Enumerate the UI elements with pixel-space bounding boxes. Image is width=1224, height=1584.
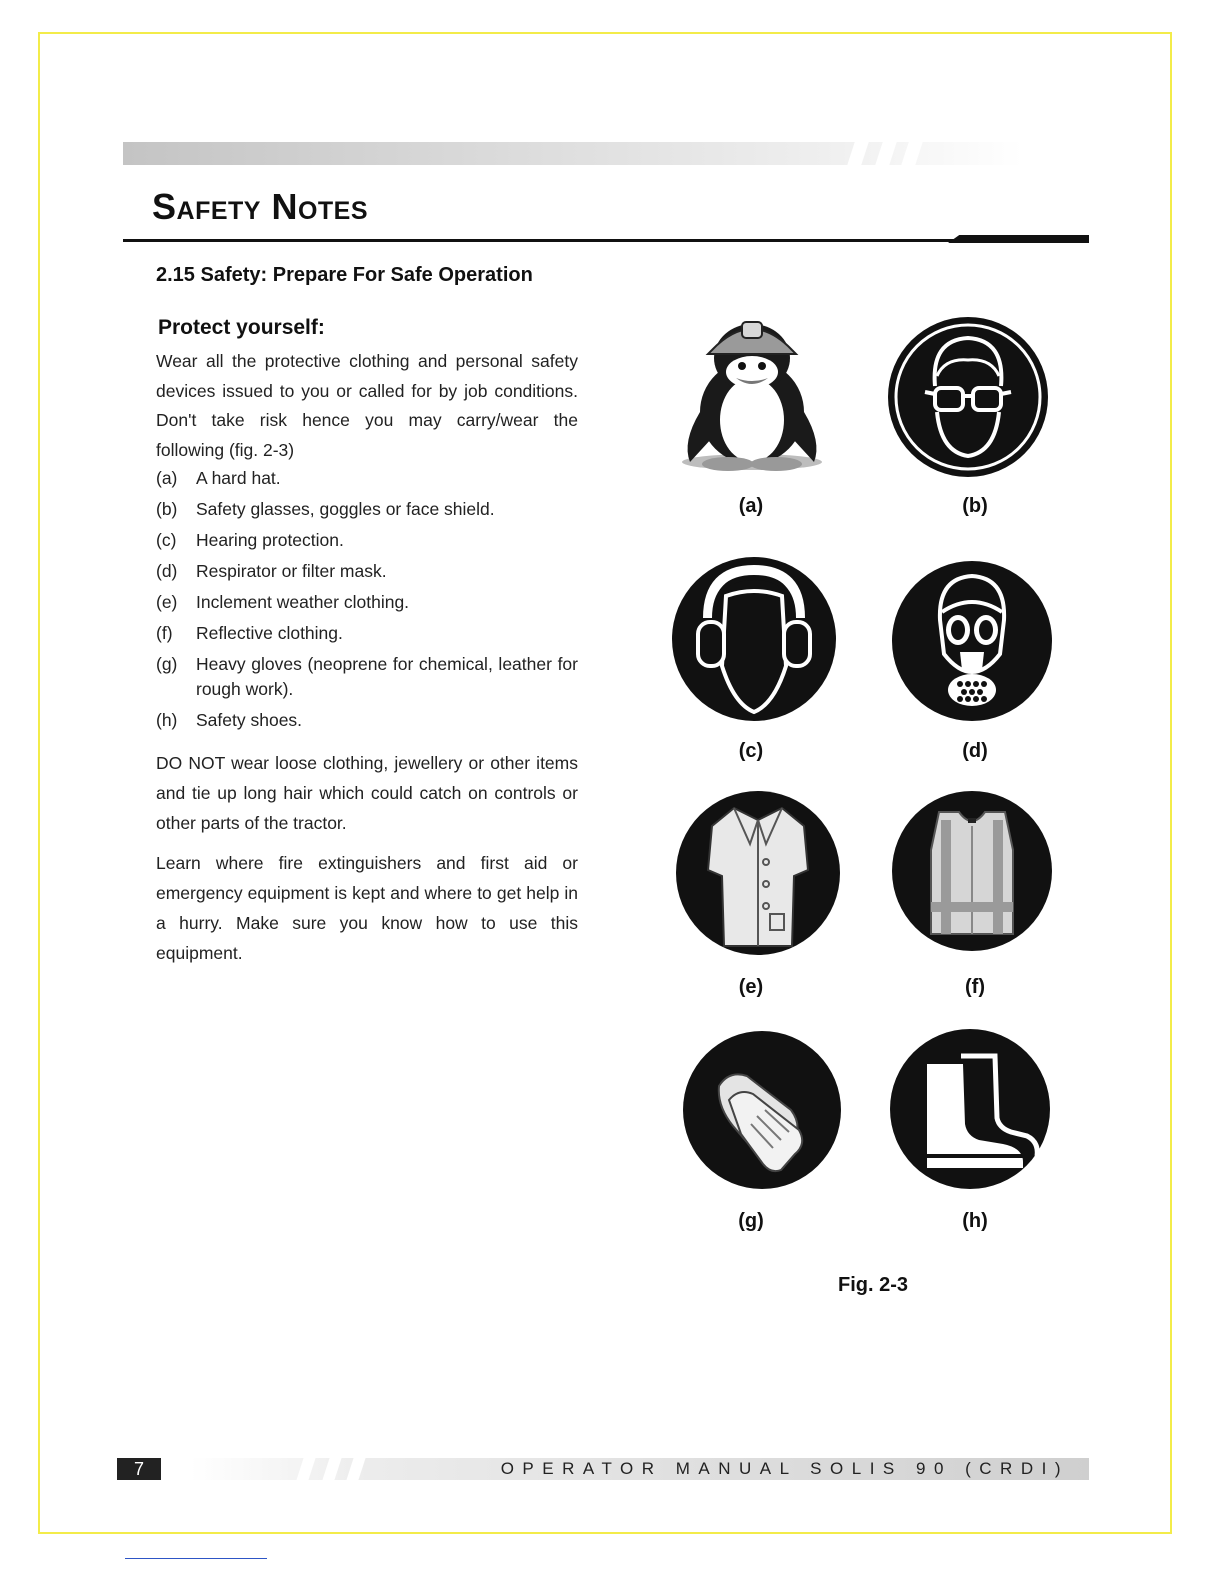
intro-paragraph: Wear all the protective clothing and personal safety devices issued to you or called for by job conditions. Don't take risk hence you may carry/wear the following (fig. 2-3): [156, 351, 578, 460]
list-item: [156, 528, 578, 553]
emergency-equipment-paragraph: Learn where fire extinguishers and first aid or emergency equipment is kept and where to get help in a hurry. Make sure you know how to use this equipment.: [156, 853, 578, 963]
figure-caption-e: (e): [738, 976, 764, 998]
list-item-text: A hard hat.: [196, 468, 281, 488]
respirator-mask-icon: [886, 560, 1058, 722]
footer-band: [190, 1458, 1089, 1480]
bottom-link-underline: [125, 1558, 267, 1559]
figure-caption-b: (b): [962, 495, 988, 517]
list-item-text: Heavy gloves (neoprene for chemical, leather for rough work).: [196, 654, 578, 699]
hard-hat-penguin-icon: [666, 312, 838, 477]
equipment-list: [156, 466, 578, 739]
list-item-letter: (a): [156, 468, 178, 488]
figure-label: Fig. 2-3: [838, 1274, 909, 1296]
safety-boot-icon: [884, 1028, 1056, 1190]
list-item-letter: (d): [156, 561, 178, 581]
list-item-letter: (e): [156, 592, 178, 612]
list-item-letter: (c): [156, 530, 177, 550]
section-heading: 2.15 Safety: Prepare For Safe Operation: [156, 264, 533, 286]
figure-caption-h: (h): [962, 1210, 988, 1232]
list-item: [156, 466, 578, 491]
page-title: Safety Notes: [152, 186, 369, 227]
list-item-letter: (h): [156, 710, 178, 730]
reflective-vest-icon: [886, 790, 1058, 952]
list-item-text: Hearing protection.: [196, 530, 344, 550]
list-item-letter: (f): [156, 623, 173, 643]
loose-clothing-paragraph: DO NOT wear loose clothing, jewellery or other items and tie up long hair which could catch on controls or other parts of the tractor.: [156, 753, 578, 833]
title-rule: [123, 239, 1089, 242]
list-item-text: Inclement weather clothing.: [196, 592, 410, 612]
figure-caption-a: (a): [738, 495, 764, 517]
figure-caption-c: (c): [738, 740, 764, 762]
weather-coat-icon: [672, 790, 844, 956]
ear-muffs-icon: [668, 556, 840, 722]
title-rule-accent: [948, 235, 1089, 243]
figure-caption-f: (f): [965, 976, 985, 998]
list-item: [156, 652, 578, 702]
list-item: [156, 590, 578, 615]
list-item-text: Safety shoes.: [196, 710, 303, 730]
list-item-letter: (g): [156, 654, 178, 674]
page-number: 7: [117, 1458, 161, 1480]
list-item: [156, 621, 578, 646]
figure-caption-g: (g): [738, 1210, 764, 1232]
list-item-text: Reflective clothing.: [196, 623, 343, 643]
manual-title: OPERATOR MANUAL SOLIS 90 (CRDI): [500, 1459, 1069, 1478]
list-item: [156, 497, 578, 522]
list-item-letter: (b): [156, 499, 178, 519]
list-item-text: Safety glasses, goggles or face shield.: [196, 499, 495, 519]
header-band: [123, 142, 1023, 165]
list-item-text: Respirator or filter mask.: [196, 561, 387, 581]
subheading: Protect yourself:: [158, 316, 325, 339]
safety-glasses-icon: [882, 316, 1054, 478]
list-item: [156, 559, 578, 584]
list-item: [156, 708, 578, 733]
figure-caption-d: (d): [962, 740, 988, 762]
gloves-icon: [676, 1030, 848, 1190]
